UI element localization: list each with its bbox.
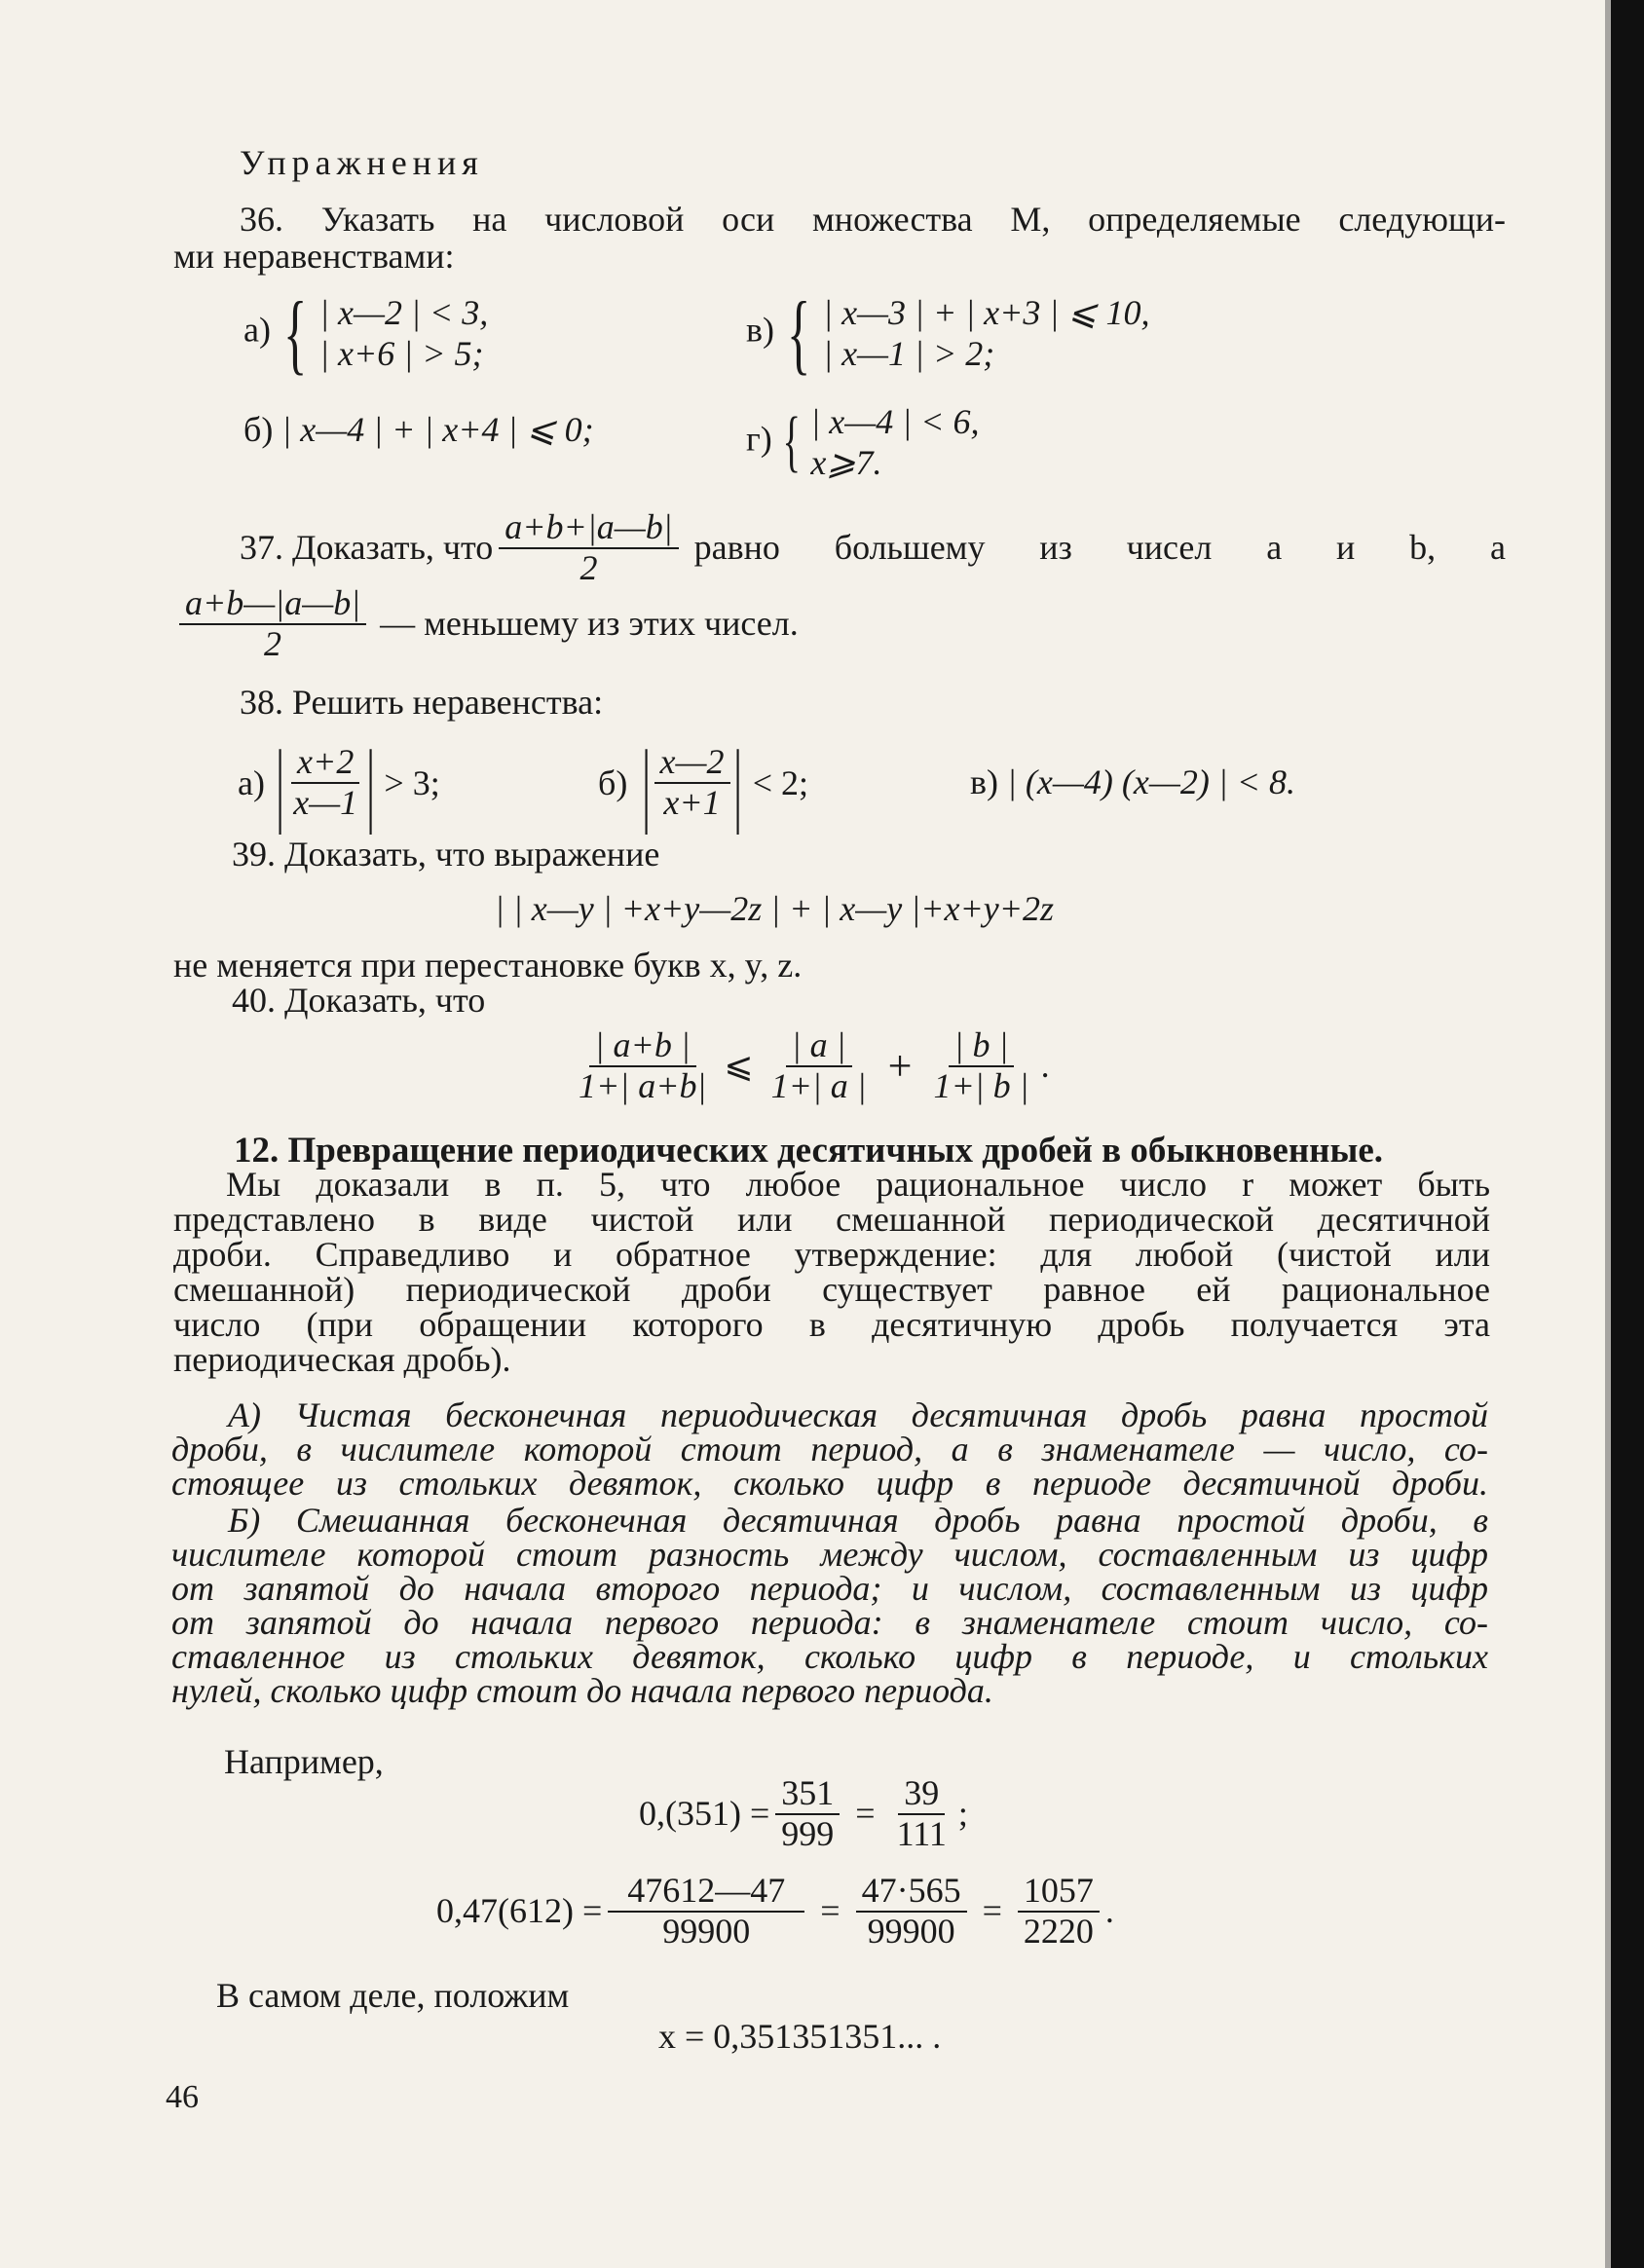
example-intro: Например, xyxy=(224,1742,384,1781)
para-line: Мы доказали в п. 5, что любое рациональное число r может быть xyxy=(226,1165,1490,1204)
ex37-frac2 xyxy=(179,584,366,663)
ex36-g1: | x—4 | < 6, xyxy=(810,402,980,441)
ex36-line2: ми неравенствами: xyxy=(173,237,455,276)
abs-bar-icon: | xyxy=(276,730,284,835)
ex36-line1: 36. Указать на числовой оси множества M, определяемые следующи- xyxy=(240,200,1506,239)
ex36-a xyxy=(243,283,489,383)
ex36-a-label: а) xyxy=(243,310,271,350)
eq1-f1-den: 999 xyxy=(781,1813,835,1853)
x-equation: x = 0,351351351... . xyxy=(658,2017,942,2056)
ex38-v-text: | (x—4) (x—2) | < 8. xyxy=(1007,762,1296,801)
ex40-f2 xyxy=(766,1026,873,1105)
eq1-f1-num: 351 xyxy=(775,1774,840,1815)
ex37-mid: равно большему из чисел a и b, а xyxy=(693,528,1506,568)
section12-paragraph xyxy=(173,1167,1490,1377)
ex38-a-label: а) xyxy=(238,762,265,802)
eq1-eq: = xyxy=(855,1794,876,1834)
ex37-suffix: — меньшему из этих чисел. xyxy=(380,604,799,644)
ex36-g2: x⩾7. xyxy=(810,443,882,483)
rule-b-line: ставленное из стольких девяток, сколько цифр в периоде, и стольких xyxy=(171,1637,1488,1676)
ex38-v-label: в) xyxy=(970,762,998,801)
para-line: число (при обращении которого в десятичную дробь получается эта xyxy=(173,1305,1490,1344)
ex39-after: не меняется при перестановке букв x, y, z. xyxy=(173,946,803,985)
left-brace-icon: { xyxy=(282,283,308,383)
eq2-lhs: 0,47(612) = xyxy=(436,1891,603,1931)
ex40-end: . xyxy=(1040,1046,1050,1086)
para-line: периодическая дробь). xyxy=(173,1340,511,1379)
rule-b-line: Б) Смешанная бесконечная десятичная дробь равна простой дроби, в xyxy=(228,1501,1488,1540)
ex38-b-frac xyxy=(654,743,730,822)
eq2-end: . xyxy=(1104,1891,1114,1931)
ex38-a-num: x+2 xyxy=(291,743,359,784)
abs-bar-icon: | xyxy=(642,730,652,835)
eq2-f1-den: 99900 xyxy=(662,1911,751,1951)
ex37-line2 xyxy=(179,584,799,663)
ex37-frac2-num: a+b—|a—b| xyxy=(179,584,366,625)
eq1-frac2 xyxy=(891,1774,953,1853)
scan-edge xyxy=(1611,0,1644,2268)
ex40-title: 40. Доказать, что xyxy=(232,981,486,1020)
eq2-frac1 xyxy=(608,1872,804,1951)
left-brace-icon: { xyxy=(782,404,801,480)
ex37-frac1 xyxy=(499,508,678,587)
ex36-g-label: г) xyxy=(746,419,772,459)
rule-a xyxy=(171,1395,1488,1503)
rule-a-line: А) Чистая бесконечная периодическая десятичная дробь равна простой xyxy=(228,1395,1488,1434)
ex37-frac2-den: 2 xyxy=(264,623,282,663)
ex40-f3-den: 1+| b | xyxy=(933,1065,1029,1105)
ex37-line1 xyxy=(240,508,1506,587)
eq2-f3-den: 2220 xyxy=(1023,1911,1094,1951)
ex36-a2: | x+6 | > 5; xyxy=(319,334,484,373)
ex38-b-label: б) xyxy=(598,762,628,802)
eq2-eq1: = xyxy=(820,1891,841,1931)
ex39-title: 39. Доказать, что выражение xyxy=(232,835,660,874)
equation-2 xyxy=(436,1872,1114,1951)
ex38-b-num: x—2 xyxy=(654,743,730,784)
eq1-lhs: 0,(351) = xyxy=(639,1794,770,1834)
ex40-plus: + xyxy=(887,1041,913,1090)
section12-heading: 12. Превращение периодических десятичных дробей в обыкновенные. xyxy=(234,1131,1384,1171)
ex38-a-den: x—1 xyxy=(293,783,358,822)
ex36-a1: | x—2 | < 3, xyxy=(319,292,489,332)
ex40-f2-num: | a | xyxy=(786,1026,852,1067)
exercises-title: Упражнения xyxy=(240,143,484,182)
scan-edge-shadow xyxy=(1605,0,1611,2268)
rule-b-line: числителе которой стоит разность между числом, составленным из цифр xyxy=(171,1535,1488,1574)
abs-bar-icon: | xyxy=(366,730,376,835)
ex38-a-frac xyxy=(287,743,363,822)
eq1-f2-den: 111 xyxy=(896,1813,947,1853)
rule-a-line: дроби, в числителе которой стоит период, а в знаменателе — число, со- xyxy=(171,1430,1488,1469)
ex38-b-den: x+1 xyxy=(663,783,721,822)
para-line: представлено в виде чистой или смешанной периодической десятичной xyxy=(173,1200,1490,1239)
eq1-frac1 xyxy=(775,1774,840,1853)
ex39-expr: | | x—y | +x+y—2z | + | x—y |+x+y+2z xyxy=(495,889,1055,928)
ex36-b-text: | x—4 | + | x+4 | ⩽ 0; xyxy=(281,410,594,449)
ex37-frac1-den: 2 xyxy=(579,547,598,587)
ex38-a xyxy=(238,730,440,835)
ex36-v2: | x—1 | > 2; xyxy=(823,334,995,373)
ex37-prefix: 37. Доказать, что xyxy=(240,528,494,568)
para-line: дроби. Справедливо и обратное утверждение: для любой (чистой или xyxy=(173,1235,1490,1274)
ex37-frac1-num: a+b+|a—b| xyxy=(499,508,678,549)
ex40-inequality xyxy=(567,1026,1050,1105)
rule-a-line: стоящее из стольких девяток, сколько цифр в периоде десятичной дроби. xyxy=(171,1464,1488,1503)
abs-bar-icon: | xyxy=(732,730,742,835)
page-number: 46 xyxy=(166,2079,199,2115)
ex36-g xyxy=(746,401,979,484)
eq2-frac2 xyxy=(856,1872,967,1951)
ex40-f2-den: 1+| a | xyxy=(770,1065,867,1105)
equation-1 xyxy=(639,1774,968,1853)
ex36-v-label: в) xyxy=(746,310,774,350)
left-brace-icon: { xyxy=(786,283,811,383)
ex40-f1 xyxy=(573,1026,712,1105)
rule-b xyxy=(171,1501,1488,1710)
ex36-v1: | x—3 | + | x+3 | ⩽ 10, xyxy=(823,292,1150,332)
eq2-f2-num: 47·565 xyxy=(856,1872,967,1913)
para-line: смешанной) периодической дроби существует равное ей рациональное xyxy=(173,1270,1490,1309)
ex40-f3-num: | b | xyxy=(949,1026,1015,1067)
ex38-a-rel: > 3; xyxy=(384,762,440,802)
indeed-text: В самом деле, положим xyxy=(216,1976,570,2015)
eq2-f1-num: 47612—47 xyxy=(608,1872,804,1913)
rule-b-line: от запятой до начала первого периода: в знаменателе стоит число, со- xyxy=(171,1603,1488,1642)
ex40-rel: ⩽ xyxy=(724,1046,754,1086)
ex38-b-rel: < 2; xyxy=(752,762,809,802)
eq2-eq2: = xyxy=(982,1891,1002,1931)
rule-b-line: от запятой до начала второго периода; и числом, составленным из цифр xyxy=(171,1569,1488,1608)
ex36-b-label: б) xyxy=(243,410,274,449)
ex40-f1-num: | a+b | xyxy=(589,1026,696,1067)
eq1-f2-num: 39 xyxy=(898,1774,945,1815)
ex40-f1-den: 1+| a+b| xyxy=(579,1065,707,1105)
eq2-frac3 xyxy=(1018,1872,1100,1951)
eq2-f2-den: 99900 xyxy=(867,1911,955,1951)
ex36-v xyxy=(746,283,1150,383)
rule-b-line: нулей, сколько цифр стоит до начала первого периода. xyxy=(171,1671,993,1710)
eq1-end: ; xyxy=(957,1794,968,1834)
ex40-f3 xyxy=(927,1026,1034,1105)
ex38-title: 38. Решить неравенства: xyxy=(240,683,604,722)
ex38-v xyxy=(970,762,1295,802)
ex36-b xyxy=(243,409,594,450)
ex38-b xyxy=(598,730,809,835)
eq2-f3-num: 1057 xyxy=(1018,1872,1100,1913)
